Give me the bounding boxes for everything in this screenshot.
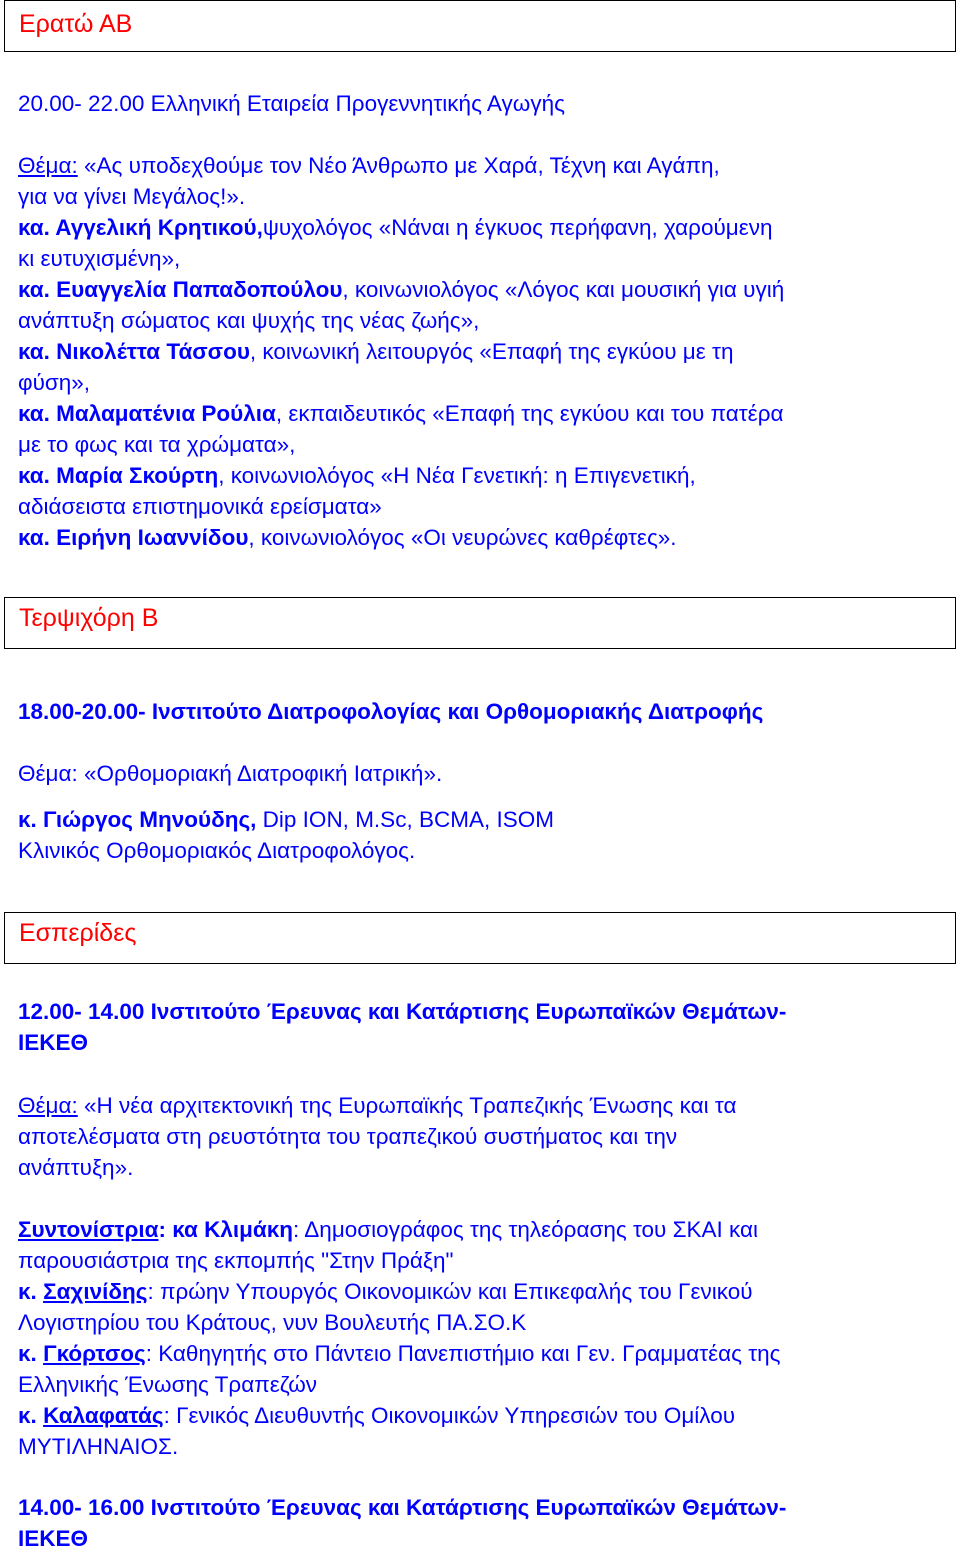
coordinator-line: Συντονίστρια: κα Κλιμάκη: Δημοσιογράφος της τηλεόρασης του ΣΚΑΙ και	[18, 1217, 758, 1242]
topic-label: Θέμα:	[18, 153, 78, 178]
topic-nutrition: Θέμα: «Ορθομοριακή Διατροφική Ιατρική».	[18, 761, 443, 786]
speaker-line: κα. Ειρήνη Ιωαννίδου, κοινωνιολόγος «Οι νευρώνες καθρέφτες».	[18, 525, 677, 550]
session-heading-nutrition: 18.00-20.00- Ινστιτούτο Διατροφολογίας και Ορθομοριακής Διατροφής	[18, 699, 764, 724]
topic-prenatal: Θέμα: «Ας υποδεχθούμε τον Νέο Άνθρωπο με Χαρά, Τέχνη και Αγάπη, για να γίνει Μεγάλος!».	[18, 153, 720, 209]
room-header-esperides	[4, 912, 956, 964]
session-heading-ieketh-2: 14.00- 16.00 Ινστιτούτο Έρευνας και Κατάρτισης Ευρωπαϊκών Θεμάτων- ΙΕΚΕΘ	[18, 1495, 787, 1551]
session-heading-prenatal: 20.00- 22.00 Ελληνική Εταιρεία Προγεννητικής Αγωγής	[18, 91, 565, 116]
speaker-line: κα. Αγγελική Κρητικού,ψυχολόγος «Νάναι η έγκυος περήφανη, χαρούμενη	[18, 215, 773, 240]
room-header-terpsichore	[4, 597, 956, 649]
room-header-erato	[4, 0, 956, 52]
speaker-line: κα. Μαλαματένια Ρούλια, εκπαιδευτικός «Επαφή της εγκύου και του πατέρα	[18, 401, 784, 426]
session-heading-ieketh-1: 12.00- 14.00 Ινστιτούτο Έρευνας και Κατάρτισης Ευρωπαϊκών Θεμάτων- ΙΕΚΕΘ	[18, 999, 787, 1055]
room-title: Τερψιχόρη Β	[19, 604, 159, 632]
panelist-line: κ. Γκόρτσος: Καθηγητής στο Πάντειο Πανεπιστήμιο και Γεν. Γραμματέας της	[18, 1341, 781, 1366]
room-title: Εσπερίδες	[19, 919, 137, 947]
speaker-line: κα. Ευαγγελία Παπαδοπούλου, κοινωνιολόγος «Λόγος και μουσική για υγιή	[18, 277, 785, 302]
speaker-line: κα. Μαρία Σκούρτη, κοινωνιολόγος «Η Νέα Γενετική: η Επιγενετική,	[18, 463, 696, 488]
topic-label: Θέμα:	[18, 1093, 78, 1118]
room-title: Ερατώ ΑΒ	[19, 10, 133, 38]
speaker-list-prenatal: κα. Αγγελική Κρητικού,ψυχολόγος «Νάναι η έγκυος περήφανη, χαρούμενη κι ευτυχισμένη», κα. Ευαγγελία Παπαδοπούλου, κοινωνιολόγος «Λόγος και μουσική για υγιή ανάπτυξη σώματος και ψυχής της νέας ζωής», κα. Νικολέττα Τάσσου, κοινωνική λειτουργός «Επαφή της εγκύου με τη φύση», κα. Μαλαματένια Ρούλια, εκπαιδευτικός «Επαφή της εγκύου και του πατέρα με το φως και τα χρώματα», κα. Μαρία Σκούρτη, κοινωνιολόγος «Η Νέα Γενετική: η Επιγενετική, αδιάσειστα επιστημονικά ερείσματα» κα. Ειρήνη Ιωαννίδου, κοινωνιολόγος «Οι νευρώνες καθρέφτες».	[18, 212, 948, 553]
speaker-line: κα. Νικολέττα Τάσσου, κοινωνική λειτουργός «Επαφή της εγκύου με τη	[18, 339, 734, 364]
panelist-line: κ. Σαχινίδης: πρώην Υπουργός Οικονομικών και Επικεφαλής του Γενικού	[18, 1279, 753, 1304]
topic-ieketh: Θέμα: «Η νέα αρχιτεκτονική της Ευρωπαϊκής Τραπεζικής Ένωσης και τα αποτελέσματα στη ρευστότητα του τραπεζικού συστήματος και την ανάπτυξη».	[18, 1093, 737, 1180]
speaker-nutrition: κ. Γιώργος Μηνούδης, Dip ION, M.Sc, BCMA, ISOM Κλινικός Ορθομοριακός Διατροφολόγος.	[18, 807, 554, 863]
panel-ieketh: Συντονίστρια: κα Κλιμάκη: Δημοσιογράφος της τηλεόρασης του ΣΚΑΙ και παρουσιάστρια της εκπομπής "Στην Πράξη" κ. Σαχινίδης: πρώην Υπουργός Οικονομικών και Επικεφαλής του Γενικού Λογιστηρίου του Κράτους, νυν Βουλευτής ΠΑ.ΣΟ.Κ κ. Γκόρτσος: Καθηγητής στο Πάντειο Πανεπιστήμιο και Γεν. Γραμματέας της Ελληνικής Ένωσης Τραπεζών κ. Καλαφατάς: Γενικός Διευθυντής Οικονομικών Υπηρεσιών του Ομίλου ΜΥΤΙΛΗΝΑΙΟΣ.	[18, 1214, 948, 1462]
panelist-line: κ. Καλαφατάς: Γενικός Διευθυντής Οικονομικών Υπηρεσιών του Ομίλου	[18, 1403, 736, 1428]
